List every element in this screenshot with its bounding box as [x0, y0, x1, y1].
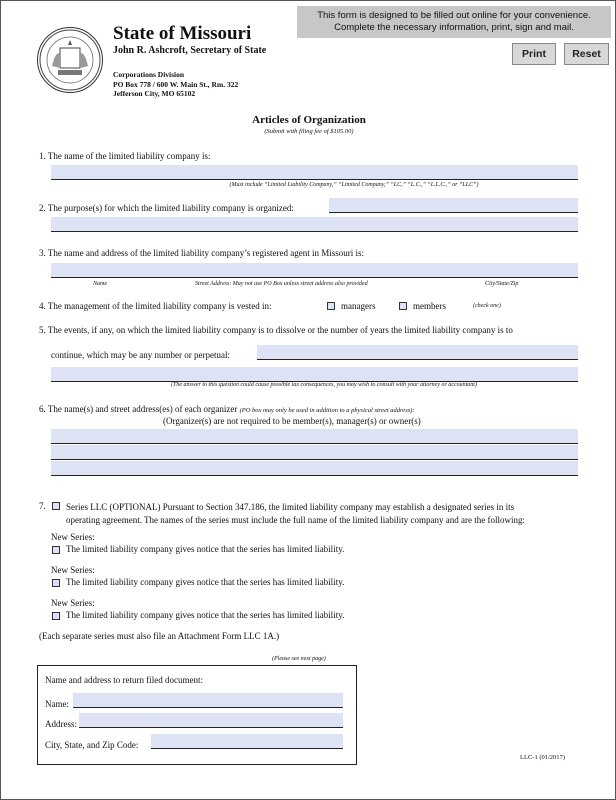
members-checkbox[interactable]	[399, 302, 407, 310]
managers-option[interactable]	[327, 301, 375, 311]
question-6-text: 6. The name(s) and street address(es) of each organizer	[39, 404, 238, 414]
question-1: 1. The name of the limited liability company is:	[39, 151, 211, 161]
reset-button[interactable]: Reset	[564, 43, 609, 65]
question-5-line-1: 5. The events, if any, on which the limited liability company is to dissolve or the number of years the limited liability company is to	[39, 325, 513, 335]
question-7-line-2: operating agreement. The names of the series must include the full name of the limited liability company and are the following:	[66, 514, 525, 525]
next-page-note: (Please see next page)	[272, 656, 326, 662]
purpose-field-2[interactable]	[51, 217, 578, 232]
series-3-notice: The limited liability company gives notice that the series has limited liability.	[66, 610, 345, 620]
return-csz-label: City, State, and Zip Code:	[45, 740, 139, 750]
missouri-seal-icon	[37, 27, 103, 93]
registered-agent-field[interactable]	[51, 263, 578, 278]
secretary-name: John R. Ashcroft, Secretary of State	[113, 45, 267, 56]
address-line: Jefferson City, MO 65102	[113, 89, 196, 98]
address-line: PO Box 778 / 600 W. Main St., Rm. 322	[113, 79, 239, 89]
new-series-label: New Series:	[51, 598, 95, 608]
form-id: LLC-1 (01/2017)	[520, 754, 565, 761]
organizer-field-3[interactable]	[51, 461, 578, 476]
return-csz-field[interactable]	[151, 734, 343, 749]
series-1-notice: The limited liability company gives notice that the series has limited liability.	[66, 544, 345, 554]
dissolution-field-2[interactable]	[51, 367, 578, 382]
online-form-banner	[297, 6, 611, 38]
series-1-checkbox[interactable]	[52, 546, 60, 554]
q1-note: (Must include “Limited Liability Company,” “Limited Company,” “LC,” “L.C.,” “L.L.C.,” or “LLC”)	[229, 182, 479, 188]
banner-line: Complete the necessary information, print, sign and mail.	[334, 22, 574, 33]
agent-name-label: Name	[93, 281, 107, 287]
return-name-field[interactable]	[73, 693, 343, 708]
new-series-label: New Series:	[51, 565, 95, 575]
question-7-text	[66, 501, 578, 526]
members-option[interactable]	[399, 301, 446, 311]
q5-note: (The answer to this question could cause possible tax consequences, you may wish to consult with your attorney or accountant)	[171, 382, 477, 388]
managers-checkbox[interactable]	[327, 302, 335, 310]
members-label: members	[413, 301, 446, 311]
banner-line: This form is designed to be filled out online for your convenience.	[317, 10, 591, 21]
company-name-field[interactable]	[51, 165, 578, 180]
organizer-field-1[interactable]	[51, 429, 578, 444]
question-3: 3. The name and address of the limited liability company’s registered agent in Missouri is:	[39, 248, 365, 258]
question-6-note: (PO box may only be used in addition to a physical street address):	[239, 407, 415, 414]
fee-note: (Submit with filing fee of $105.00)	[264, 128, 354, 135]
attachment-note: (Each separate series must also file an Attachment Form LLC 1A.)	[39, 631, 280, 641]
question-2: 2. The purpose(s) for which the limited liability company is organized:	[39, 203, 294, 213]
question-7-number: 7.	[39, 501, 46, 511]
organizer-field-2[interactable]	[51, 445, 578, 460]
form-title: Articles of Organization	[252, 114, 366, 126]
return-box-title: Name and address to return filed document:	[45, 675, 203, 685]
state-title: State of Missouri	[113, 23, 252, 44]
series-llc-checkbox[interactable]	[52, 502, 60, 510]
question-6-sub: (Organizer(s) are not required to be member(s), manager(s) or owner(s)	[163, 416, 421, 426]
division-address	[113, 70, 238, 99]
question-6	[39, 404, 415, 414]
check-one-note: (check one)	[473, 303, 501, 309]
managers-label: managers	[341, 301, 376, 311]
purpose-field-1[interactable]	[329, 198, 578, 213]
agent-city-label: City/State/Zip	[485, 281, 519, 287]
series-2-checkbox[interactable]	[52, 579, 60, 587]
return-name-label: Name:	[45, 699, 69, 709]
address-line: Corporations Division	[113, 70, 185, 79]
series-3-checkbox[interactable]	[52, 612, 60, 620]
agent-street-label: Street Address: May not use PO Box unless street address also provided	[195, 281, 368, 287]
question-5-line-2: continue, which may be any number or perpetual:	[51, 350, 230, 360]
return-address-label: Address:	[45, 719, 77, 729]
print-button[interactable]: Print	[512, 43, 556, 65]
question-4: 4. The management of the limited liability company is vested in:	[39, 301, 272, 311]
return-address-field[interactable]	[79, 713, 343, 728]
series-2-notice: The limited liability company gives notice that the series has limited liability.	[66, 577, 345, 587]
dissolution-field-1[interactable]	[257, 345, 578, 360]
new-series-label: New Series:	[51, 532, 95, 542]
question-7-line-1: Series LLC (OPTIONAL) Pursuant to Section 347.186, the limited liability company may establish a designated series in its	[66, 502, 515, 512]
